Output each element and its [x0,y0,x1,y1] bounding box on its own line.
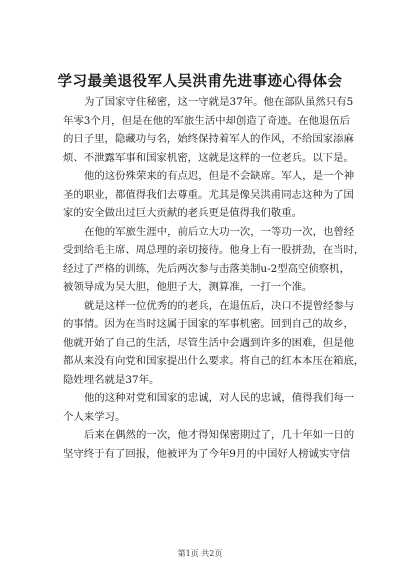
paragraph [63,93,354,167]
text-line: 就是这样一位优秀的的老兵，在退伍后，决口不提曾经参与 [84,299,355,312]
text-line: 家的安全做出过巨大贡献的老兵更是值得我们敬重。 [63,207,302,219]
text-line: 他的这种对党和国家的忠诚，对人民的忠诚，值得我们每一 [84,392,355,404]
text-line: 的日子里，隐藏功与名，始终保持着军人的作风，不给国家添麻 [63,133,354,145]
text-line: 他的这份殊荣来的有点迟，但是不会缺席。军人，是一个神 [84,170,355,182]
paragraph [63,223,365,297]
page-footer: 第1页 共2页 [177,549,223,558]
paragraph [63,297,365,390]
paragraph [63,426,355,463]
text-line: 为了国家守住秘密，这一守就是37年。他在部队虽然只有5 [84,96,354,108]
text-line: 年零3个月，但是在他的军旅生活中却创造了奇迹。在他退伍后 [63,114,351,127]
text-line: 坚守终于有了回报，他被评为了今年9月的中国好人榜诚实守信 [63,447,351,460]
page-title: 学习最美退役军人吴洪甫先进事迹心得体会 [57,73,343,90]
paragraph [63,167,355,223]
text-line: 圣的职业，都值得我们去尊重。尤其是像吴洪甫同志这种为了国 [63,188,354,201]
text-line: 他就开始了自己的生活，尽管生活中会遇到许多的困难，但是他 [63,336,354,349]
article-body [63,93,365,463]
text-line: 经过了严格的训练，先后两次参与击落美制u-2型高空侦察机， [63,262,350,275]
text-line: 后来在偶然的一次，他才得知保密期过了，几十年如一日的 [84,429,355,441]
text-line: 个人来学习。 [63,410,126,423]
text-line: 被领导成为吴大胆，他胆子大，测算准，一打一个准。 [63,281,313,293]
text-line: 在他的军旅生涯中，前后立大功一次，一等功一次，也曾经 [84,225,355,238]
text-line: 烦、不泄露军事和国家机密，这就是这样的一位老兵。以下是。 [63,151,354,164]
text-line: 的事情。因为在当时这属于国家的军事机密。回到自己的故乡， [63,318,354,330]
text-line: 都从来没有向党和国家提出什么要求。将自己的红本本压在箱底， [63,355,365,367]
text-line: 隐姓埋名就是37年。 [63,373,160,386]
paragraph [63,389,355,426]
text-line: 受到给毛主席、周总理的亲切接待。他身上有一股拼劲，在当时， [63,244,365,256]
